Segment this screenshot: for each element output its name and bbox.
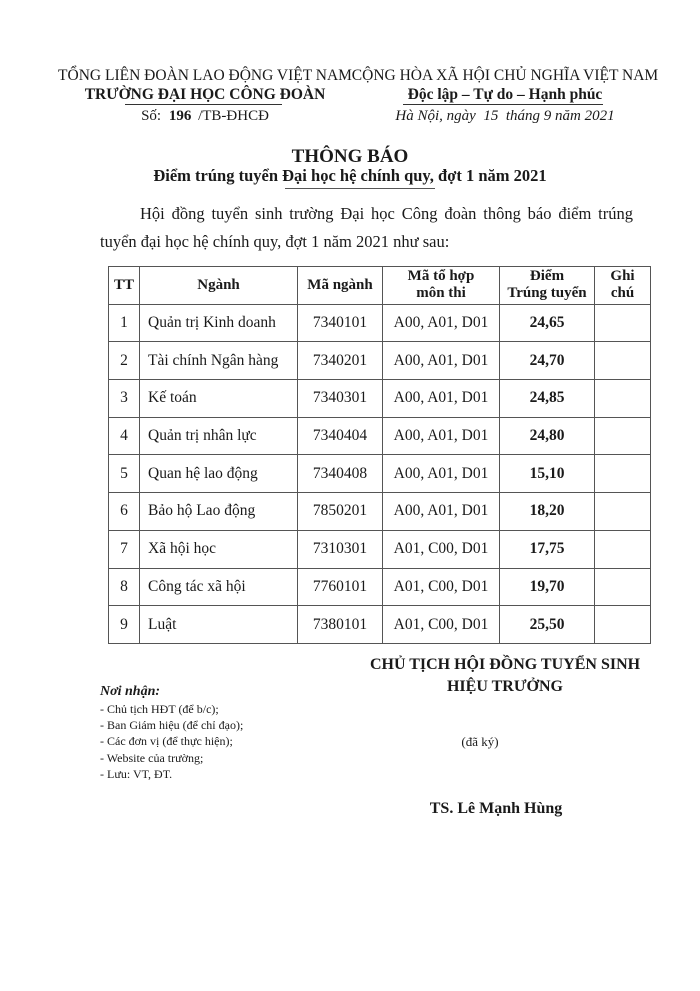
cell-tt: 4 xyxy=(109,417,140,455)
signed-note: (đã ký) xyxy=(461,734,499,749)
document-subtitle: Điểm trúng tuyển Đại học hệ chính quy, đợt 1 năm 2021 xyxy=(153,166,547,185)
cell-nganh: Quản trị nhân lực xyxy=(140,417,298,455)
cell-ghi-chu xyxy=(595,530,651,568)
cell-ma-nganh: 7340301 xyxy=(298,380,383,418)
cell-ma-nganh: 7850201 xyxy=(298,493,383,531)
header-right xyxy=(345,66,665,128)
cell-ma-nganh: 7310301 xyxy=(298,530,383,568)
document-number-suffix: /TB-ĐHCĐ xyxy=(198,108,269,124)
document-number xyxy=(50,104,360,128)
header-ma-nganh: Mã ngành xyxy=(298,267,383,305)
signature-title-line1: CHỦ TỊCH HỘI ĐỒNG TUYỂN SINH xyxy=(369,656,641,673)
cell-ghi-chu xyxy=(595,455,651,493)
cell-ma-nganh: 7760101 xyxy=(298,568,383,606)
national-motto xyxy=(345,85,665,104)
cell-nganh: Kế toán xyxy=(140,380,298,418)
document-number-value: 196 xyxy=(168,108,192,124)
header-ghi-chu-line1: Ghi xyxy=(610,268,635,285)
cell-to-hop: A00, A01, D01 xyxy=(383,342,500,380)
cell-to-hop: A00, A01, D01 xyxy=(383,493,500,531)
document-title: THÔNG BÁO xyxy=(291,146,409,167)
table-row xyxy=(109,606,651,644)
cell-tt: 3 xyxy=(109,380,140,418)
cell-to-hop: A00, A01, D01 xyxy=(383,417,500,455)
signature-title-line2: HIỆU TRƯỞNG xyxy=(446,678,563,695)
school-name xyxy=(50,85,360,104)
header-left xyxy=(50,66,360,128)
national-motto-text: Độc lập – Tự do – Hạnh phúc xyxy=(407,86,603,103)
cell-nganh: Quan hệ lao động xyxy=(140,455,298,493)
table-row xyxy=(109,417,651,455)
table-row xyxy=(109,568,651,606)
recipient-item: - Lưu: VT, ĐT. xyxy=(100,766,173,781)
cell-tt: 7 xyxy=(109,530,140,568)
cell-tt: 2 xyxy=(109,342,140,380)
header-to-hop xyxy=(383,267,500,305)
cell-ghi-chu xyxy=(595,417,651,455)
table-row xyxy=(109,455,651,493)
table-header-row xyxy=(109,267,651,305)
table-row xyxy=(109,380,651,418)
cell-diem: 18,20 xyxy=(500,493,595,531)
cell-ghi-chu xyxy=(595,606,651,644)
motto-underline xyxy=(403,104,603,105)
header-ghi-chu xyxy=(595,267,651,305)
cell-tt: 6 xyxy=(109,493,140,531)
header-diem xyxy=(500,267,595,305)
cell-tt: 9 xyxy=(109,606,140,644)
cell-nganh: Luật xyxy=(140,606,298,644)
cell-diem: 24,80 xyxy=(500,417,595,455)
recipient-item: - Chủ tịch HĐT (để b/c); xyxy=(100,702,219,716)
cell-to-hop: A00, A01, D01 xyxy=(383,380,500,418)
cell-ghi-chu xyxy=(595,380,651,418)
school-name-text: TRƯỜNG ĐẠI HỌC CÔNG ĐOÀN xyxy=(84,86,326,103)
header-diem-line1: Điểm xyxy=(529,268,565,285)
cell-ma-nganh: 7340201 xyxy=(298,342,383,380)
document-number-label: Số: xyxy=(141,108,162,124)
cell-tt: 1 xyxy=(109,304,140,342)
cell-tt: 5 xyxy=(109,455,140,493)
country-name: CỘNG HÒA XÃ HỘI CHỦ NGHĨA VIỆT NAM xyxy=(351,67,659,84)
cell-ghi-chu xyxy=(595,493,651,531)
header-to-hop-line1: Mã tổ hợp xyxy=(407,268,475,285)
cell-nganh: Quản trị Kinh doanh xyxy=(140,304,298,342)
cell-to-hop: A01, C00, D01 xyxy=(383,568,500,606)
header-ghi-chu-line2: chú xyxy=(610,285,635,302)
cell-to-hop: A01, C00, D01 xyxy=(383,606,500,644)
cell-nganh: Công tác xã hội xyxy=(140,568,298,606)
header-to-hop-line2: môn thi xyxy=(416,285,466,302)
cell-diem: 25,50 xyxy=(500,606,595,644)
intro-paragraph: Hội đồng tuyển sinh trường Đại học Công đoàn thông báo điểm trúng tuyển đại học hệ chính quy, đợt 1 năm 2021 như sau: xyxy=(100,204,633,251)
signature-title xyxy=(340,654,670,698)
cell-to-hop: A00, A01, D01 xyxy=(383,304,500,342)
cell-diem: 19,70 xyxy=(500,568,595,606)
cell-nganh: Tài chính Ngân hàng xyxy=(140,342,298,380)
recipients-title: Nơi nhận: xyxy=(100,684,161,699)
cell-ghi-chu xyxy=(595,342,651,380)
admission-scores-table xyxy=(108,266,651,644)
organization-name: TỔNG LIÊN ĐOÀN LAO ĐỘNG VIỆT NAM xyxy=(58,67,352,84)
table-row xyxy=(109,342,651,380)
cell-ma-nganh: 7380101 xyxy=(298,606,383,644)
cell-to-hop: A00, A01, D01 xyxy=(383,455,500,493)
header-tt: TT xyxy=(109,267,140,305)
cell-diem: 24,85 xyxy=(500,380,595,418)
cell-ma-nganh: 7340101 xyxy=(298,304,383,342)
table-row xyxy=(109,493,651,531)
cell-to-hop: A01, C00, D01 xyxy=(383,530,500,568)
cell-tt: 8 xyxy=(109,568,140,606)
school-name-underline xyxy=(125,104,282,105)
recipient-item: - Website của trường; xyxy=(100,750,204,765)
header-nganh: Ngành xyxy=(140,267,298,305)
cell-diem: 17,75 xyxy=(500,530,595,568)
cell-nganh: Bảo hộ Lao động xyxy=(140,493,298,531)
cell-diem: 24,70 xyxy=(500,342,595,380)
subtitle-underline xyxy=(285,188,435,189)
table-row xyxy=(109,530,651,568)
cell-diem: 15,10 xyxy=(500,455,595,493)
recipients-block xyxy=(100,683,243,782)
place-date: Hà Nội, ngày 15 tháng 9 năm 2021 xyxy=(395,108,615,124)
cell-nganh: Xã hội học xyxy=(140,530,298,568)
header-diem-line2: Trúng tuyển xyxy=(507,285,587,302)
recipient-item: - Ban Giám hiệu (để chỉ đạo); xyxy=(100,718,244,733)
recipient-item: - Các đơn vị (để thực hiện); xyxy=(100,734,233,749)
cell-ghi-chu xyxy=(595,304,651,342)
signer-name: TS. Lê Mạnh Hùng xyxy=(429,800,563,817)
table-row xyxy=(109,304,651,342)
table-body xyxy=(109,304,651,643)
cell-ghi-chu xyxy=(595,568,651,606)
cell-diem: 24,65 xyxy=(500,304,595,342)
cell-ma-nganh: 7340408 xyxy=(298,455,383,493)
cell-ma-nganh: 7340404 xyxy=(298,417,383,455)
